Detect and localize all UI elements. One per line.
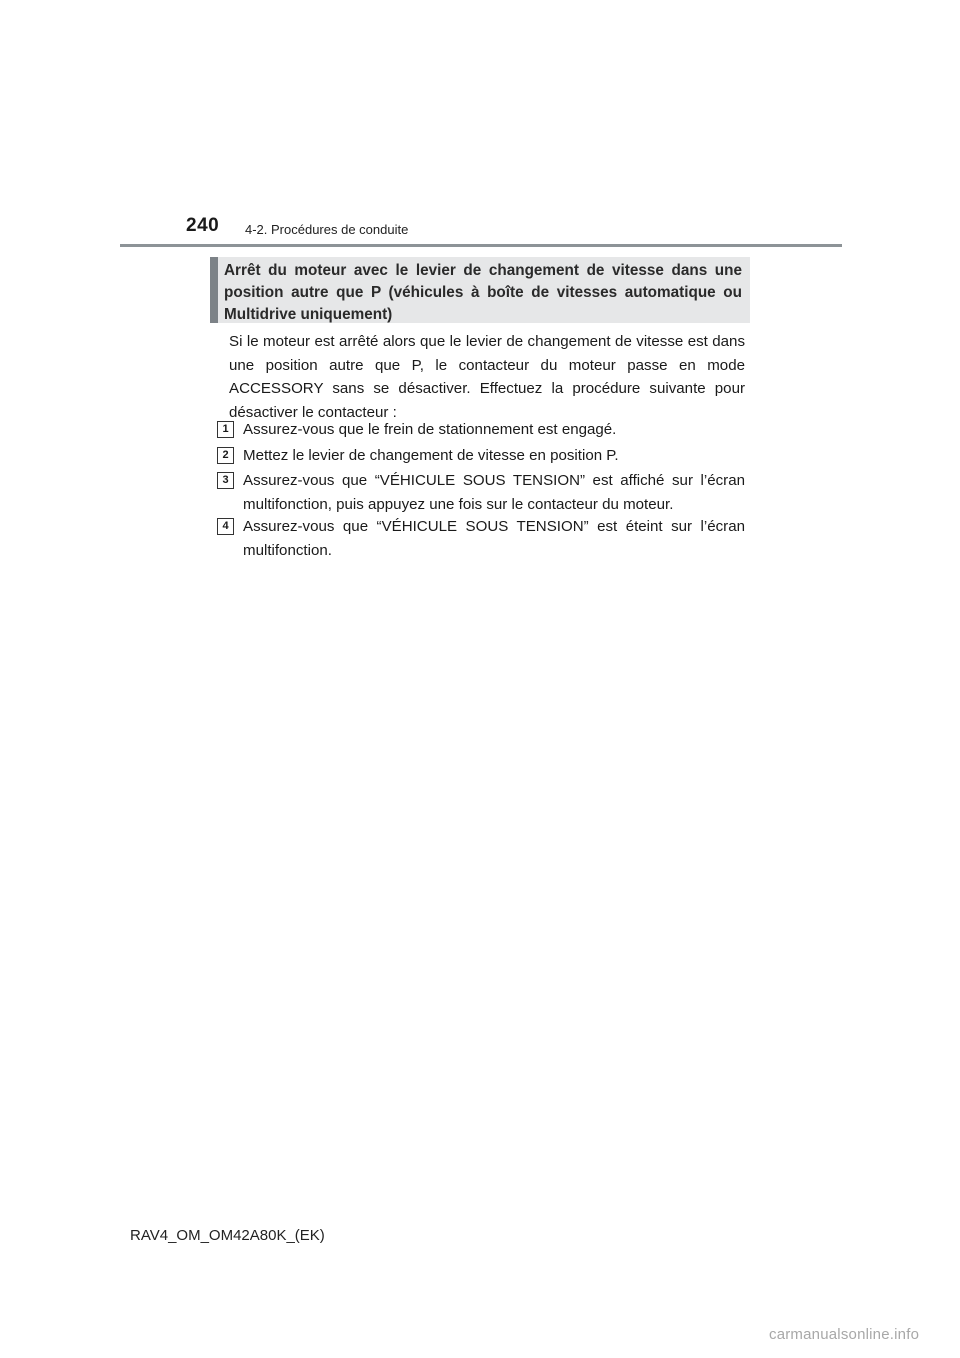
step-text: Mettez le levier de changement de vitesse en position P. [243,447,619,464]
step-text: Assurez-vous que le frein de stationnement est engagé. [243,421,617,438]
footer-code: RAV4_OM_OM42A80K_(EK) [130,1227,325,1244]
step-2 [217,444,745,468]
section-heading: Arrêt du moteur avec le levier de changement de vitesse dans une position autre que P (véhicules à boîte de vitesses automatique ou Multidrive uniquement) [224,262,742,323]
step-number-box: 2 [217,447,234,464]
section-heading-box [210,257,750,323]
step-number-box: 1 [217,421,234,438]
step-text: Assurez-vous que “VÉHICULE SOUS TENSION” est affiché sur l’écran multifonction, puis appuyez une fois sur le contacteur du moteur. [243,472,745,513]
section-label: 4-2. Procédures de conduite [245,222,409,237]
step-1 [217,418,745,442]
step-4 [217,515,745,562]
watermark-link[interactable]: carmanualsonline.info [769,1326,920,1343]
heading-accent-bar [210,257,218,323]
header-rule [120,244,842,247]
body-paragraph: Si le moteur est arrêté alors que le levier de changement de vitesse est dans une position autre que P, le contacteur du moteur passe en mode ACCESSORY sans se désactiver. Effectuez la procédure suivante pour désactiver le contacteur : [229,333,745,421]
step-3 [217,469,745,516]
step-number-box: 4 [217,518,234,535]
page-number: 240 [186,215,220,236]
step-text: Assurez-vous que “VÉHICULE SOUS TENSION” est éteint sur l’écran multifonction. [243,518,745,559]
step-number-box: 3 [217,472,234,489]
